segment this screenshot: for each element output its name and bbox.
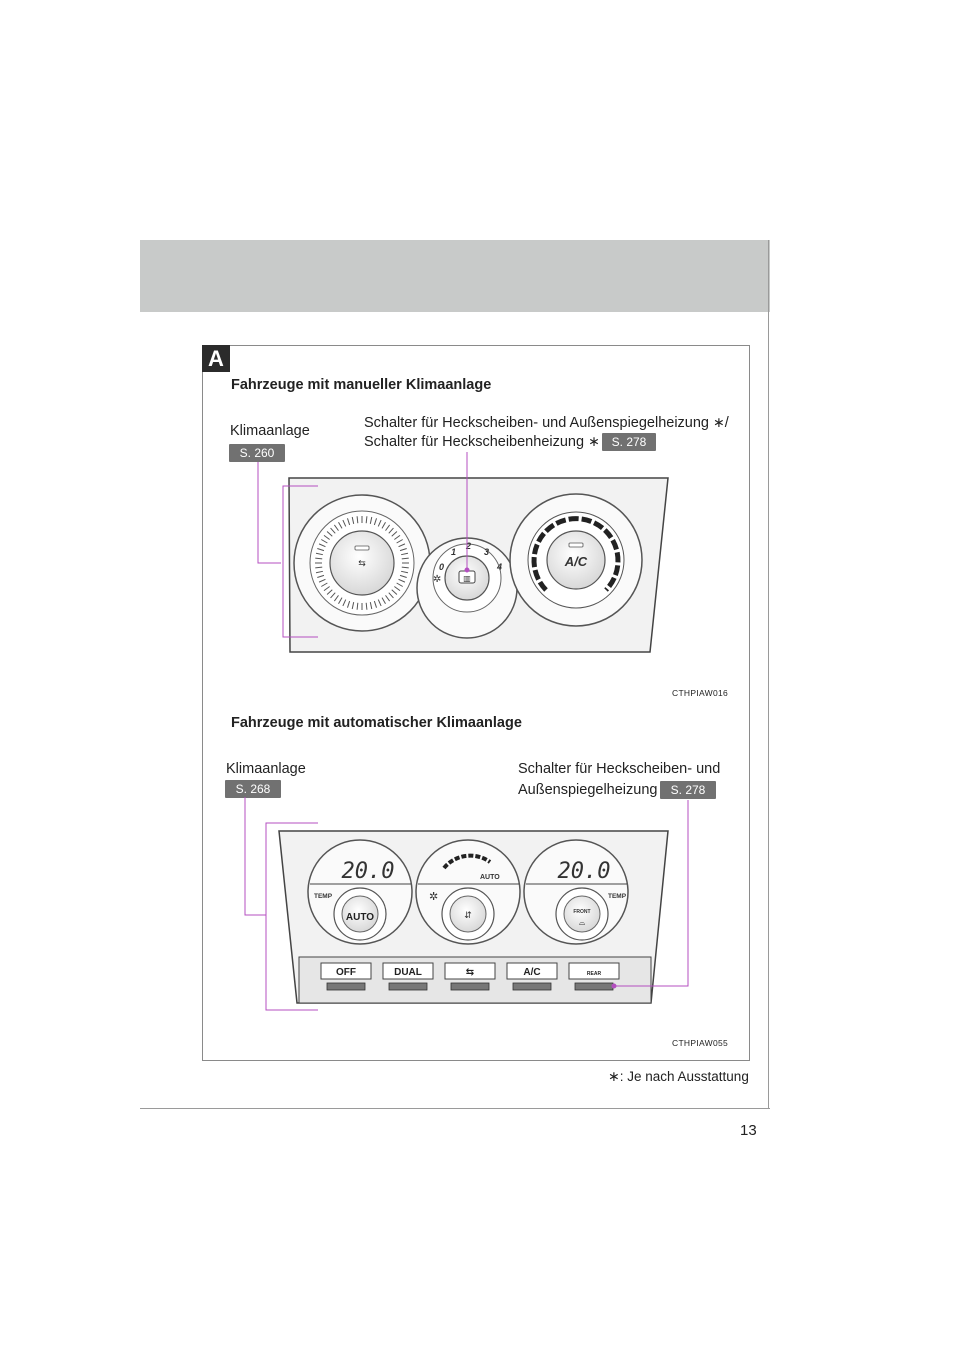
climate-button-off[interactable] <box>321 963 371 990</box>
fan-mark-3: 3 <box>484 547 490 557</box>
climate-button-dual[interactable] <box>383 963 433 990</box>
ac-label: A/C <box>564 554 588 569</box>
manual-defroster-ref[interactable]: S. 278 <box>602 433 656 451</box>
climate-button-label: DUAL <box>394 967 422 978</box>
auto-indicator-label: AUTO <box>480 874 500 881</box>
auto-heading: Fahrzeuge mit automatischer Klimaanlage <box>231 715 522 731</box>
temp-left-label: TEMP <box>314 893 333 900</box>
section-letter: A <box>202 345 230 372</box>
fan-mark-0: 0 <box>439 562 445 572</box>
footnote: ∗: Je nach Ausstattung <box>608 1068 749 1084</box>
fan-icon: ✲ <box>433 574 442 585</box>
temp-right-readout: 20.0 <box>557 859 611 884</box>
manual-climate-label: Klimaanlage <box>230 423 310 439</box>
auto-defroster-ref[interactable]: S. 278 <box>660 781 716 799</box>
manual-temp-dial[interactable] <box>510 494 642 626</box>
star-icon: ∗ <box>588 433 600 449</box>
climate-button-rear[interactable] <box>569 963 619 990</box>
temp-right-label: TEMP <box>608 893 627 900</box>
manual-figure-code: CTHPIAW016 <box>672 688 729 698</box>
auto-center-dial[interactable] <box>416 840 520 944</box>
star-icon: ∗ <box>713 414 725 430</box>
climate-button-recirculation[interactable] <box>445 963 495 990</box>
manual-left-dial[interactable] <box>294 495 430 631</box>
star-icon: ∗ <box>608 1068 620 1084</box>
climate-button-label: ⇆ <box>465 967 475 978</box>
auto-climate-panel <box>279 831 668 1003</box>
climate-button-label: OFF <box>336 967 356 978</box>
auto-knob-label: AUTO <box>345 912 375 923</box>
temp-left-readout: 20.0 <box>341 859 395 884</box>
fan-mark-1: 1 <box>451 547 457 557</box>
recirculation-icon: ⇆ <box>358 559 366 569</box>
auto-right-temp-dial[interactable] <box>524 840 628 944</box>
front-label: FRONT <box>573 909 591 915</box>
fan-mark-2: 2 <box>466 541 472 551</box>
auto-left-temp-dial[interactable] <box>308 840 412 944</box>
manual-climate-ref[interactable]: S. 260 <box>229 444 285 462</box>
fan-icon: ✲ <box>429 890 439 903</box>
rear-defroster-icon: ▥ <box>463 574 471 583</box>
manual-defroster-line1: Schalter für Heckscheiben- und Außenspiegelheizung ∗/ <box>364 414 729 431</box>
auto-climate-ref[interactable]: S. 268 <box>225 780 281 798</box>
auto-figure-code: CTHPIAW055 <box>672 1038 729 1048</box>
auto-defroster-line1: Schalter für Heckscheiben- und <box>518 761 721 777</box>
manual-climate-panel <box>289 478 668 652</box>
auto-climate-label: Klimaanlage <box>226 761 306 777</box>
manual-heading: Fahrzeuge mit manueller Klimaanlage <box>231 377 492 393</box>
airflow-mode-icon: ⇵ <box>464 911 472 921</box>
fan-mark-4: 4 <box>497 562 503 572</box>
page-number: 13 <box>740 1122 757 1139</box>
climate-button-label: A/C <box>523 967 541 978</box>
manual-defroster-line2: Schalter für Heckscheibenheizung ∗ <box>364 433 600 450</box>
auto-defroster-line2: Außenspiegelheizung <box>518 782 658 798</box>
front-defroster-icon: ⌓ <box>578 918 586 927</box>
climate-button-label: REAR <box>586 971 602 977</box>
climate-button-ac[interactable] <box>507 963 557 990</box>
